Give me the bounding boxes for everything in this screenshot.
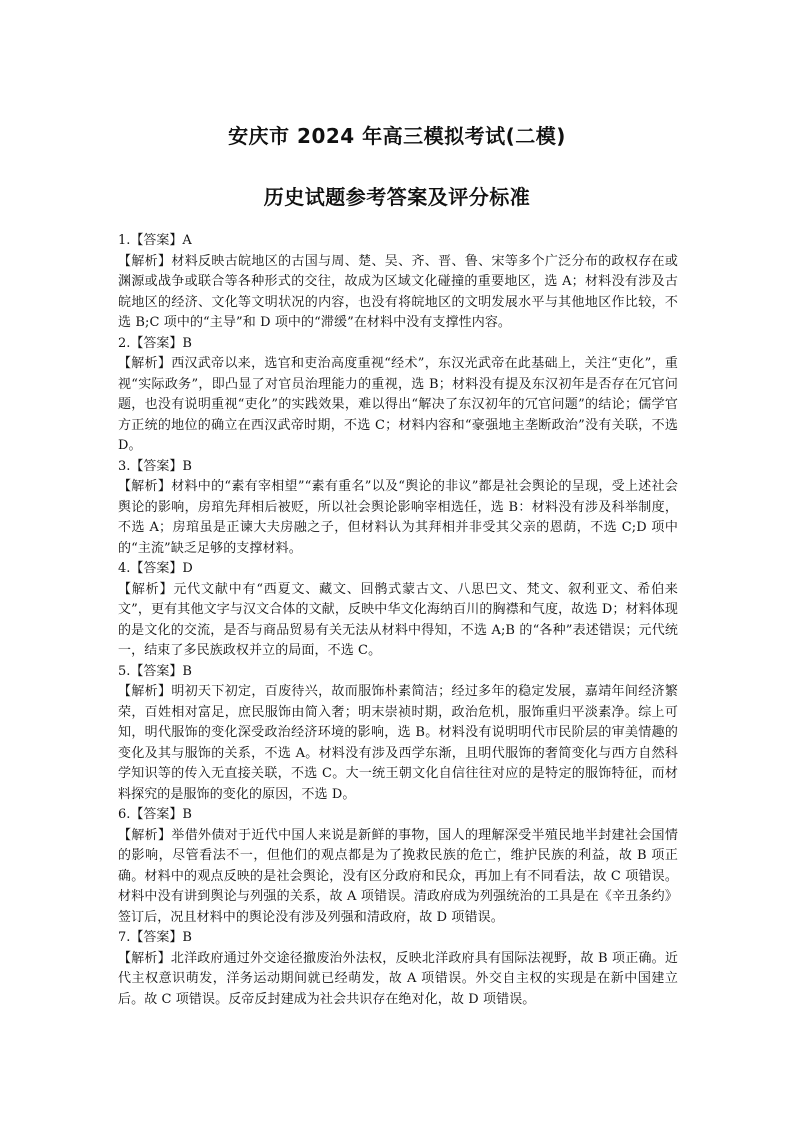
answer-line: 2.【答案】B (118, 335, 192, 351)
explanation-text: 【解析】材料反映古皖地区的古国与周、楚、吴、齐、晋、鲁、宋等多个广泛分布的政权存在或渊源或战争或联合等各种形式的交往，故成为区域文化碰撞的重要地区，选 A；材料没有涉及古皖地区的经济、文化等文明状况的内容，也没有将皖地区的文明发展水平与其他地区作比较，不选 B;C 项中的“主导”和 D 项中的“滞缓”在材料中没有支撑性内容。 (118, 253, 678, 330)
document-subtitle: 历史试题参考答案及评分标准 (263, 185, 531, 209)
answer-list (118, 231, 678, 1010)
question-item (118, 231, 678, 334)
question-item (118, 334, 678, 457)
answer-line: 1.【答案】A (118, 233, 192, 248)
answer-line: 4.【答案】D (118, 561, 193, 576)
explanation-text: 【解析】举借外债对于近代中国人来说是新鲜的事物，国人的理解深受半殖民地半封建社会国情的影响，尽管看法不一，但他们的观点都是为了挽救民族的危亡，维护民族的利益，故 B 项正确。材料中的观点反映的是社会舆论，没有区分政府和民众，再加上有不同看法，故 C 项错误。材料中没有讲到舆论与列强的关系，故 A 项错误。清政府成为列强统治的工具是在《辛丑条约》签订后，况且材料中的舆论没有涉及列强和清政府，故 D 项错误。 (118, 827, 678, 925)
explanation-text: 【解析】明初天下初定，百废待兴，故而服饰朴素简洁；经过多年的稳定发展，嘉靖年间经济繁荣，百姓相对富足，庶民服饰由简入奢；明末崇祯时期，政治危机，服饰重归平淡素净。综上可知，明代服饰的变化深受政治经济环境的影响，选 B。材料没有说明明代市民阶层的审美情趣的变化及其与服饰的关系，不选 A。材料没有涉及西学东渐，且明代服饰的奢简变化与西方自然科学知识等的传入无直接关联，不选 C。大一统王朝文化自信往往对应的是特定的服饰特征，而材料探究的是服饰的变化的原因，不选 D。 (118, 684, 678, 802)
question-item (118, 805, 678, 928)
question-item (118, 928, 678, 1010)
question-item (118, 662, 678, 806)
question-item (118, 457, 678, 560)
explanation-text: 【解析】北洋政府通过外交途径撤废治外法权，反映北洋政府具有国际法视野，故 B 项正确。近代主权意识萌发，洋务运动期间就已经萌发，故 A 项错误。外交自主权的实现是在新中国建立后。故 C 项错误。反帝反封建成为社会共识存在绝对化，故 D 项错误。 (118, 950, 678, 1007)
answer-line: 7.【答案】B (118, 930, 192, 945)
explanation-text: 【解析】元代文献中有“西夏文、藏文、回鹘式蒙古文、八思巴文、梵文、叙利亚文、希伯来文”，更有其他文字与汉文合体的文献，反映中华文化海纳百川的胸襟和气度，故选 D；材料体现的是文化的交流，是否与商品贸易有关无法从材料中得知，不选 A;B 的“各种”表述错误；元代统一，结束了多民族政权并立的局面，不选 C。 (118, 581, 678, 658)
explanation-text: 【解析】西汉武帝以来，选官和吏治高度重视“经术”，东汉光武帝在此基础上，关注“吏化”，重视“实际政务”，即凸显了对官员治理能力的重视，选 B；材料没有提及东汉初年是否存在冗官问题，也没有说明重视“吏化”的实践效果，难以得出“解决了东汉初年的冗官问题”的结论；儒学官方正统的地位的确立在西汉武帝时期，不选 C；材料内容和“豪强地主垄断政治”没有关联，不选 D。 (118, 356, 678, 453)
answer-line: 3.【答案】B (118, 458, 192, 474)
explanation-text: 【解析】材料中的“素有宰相望”“素有重名”以及“舆论的非议”都是社会舆论的呈现，受上述社会舆论的影响，房琯先拜相后被贬，所以社会舆论影响宰相选任，选 B：材料没有涉及科举制度，不选 A；房琯虽是正谏大夫房融之子，但材料认为其拜相并非受其父亲的恩荫，不选 C;D 项中的“主流”缺乏足够的支撑材料。 (118, 479, 678, 556)
answer-line: 5.【答案】B (118, 663, 192, 679)
answer-line: 6.【答案】B (118, 807, 192, 822)
document-title: 安庆市 2024 年高三模拟考试(二模) (228, 124, 566, 148)
question-item (118, 559, 678, 662)
